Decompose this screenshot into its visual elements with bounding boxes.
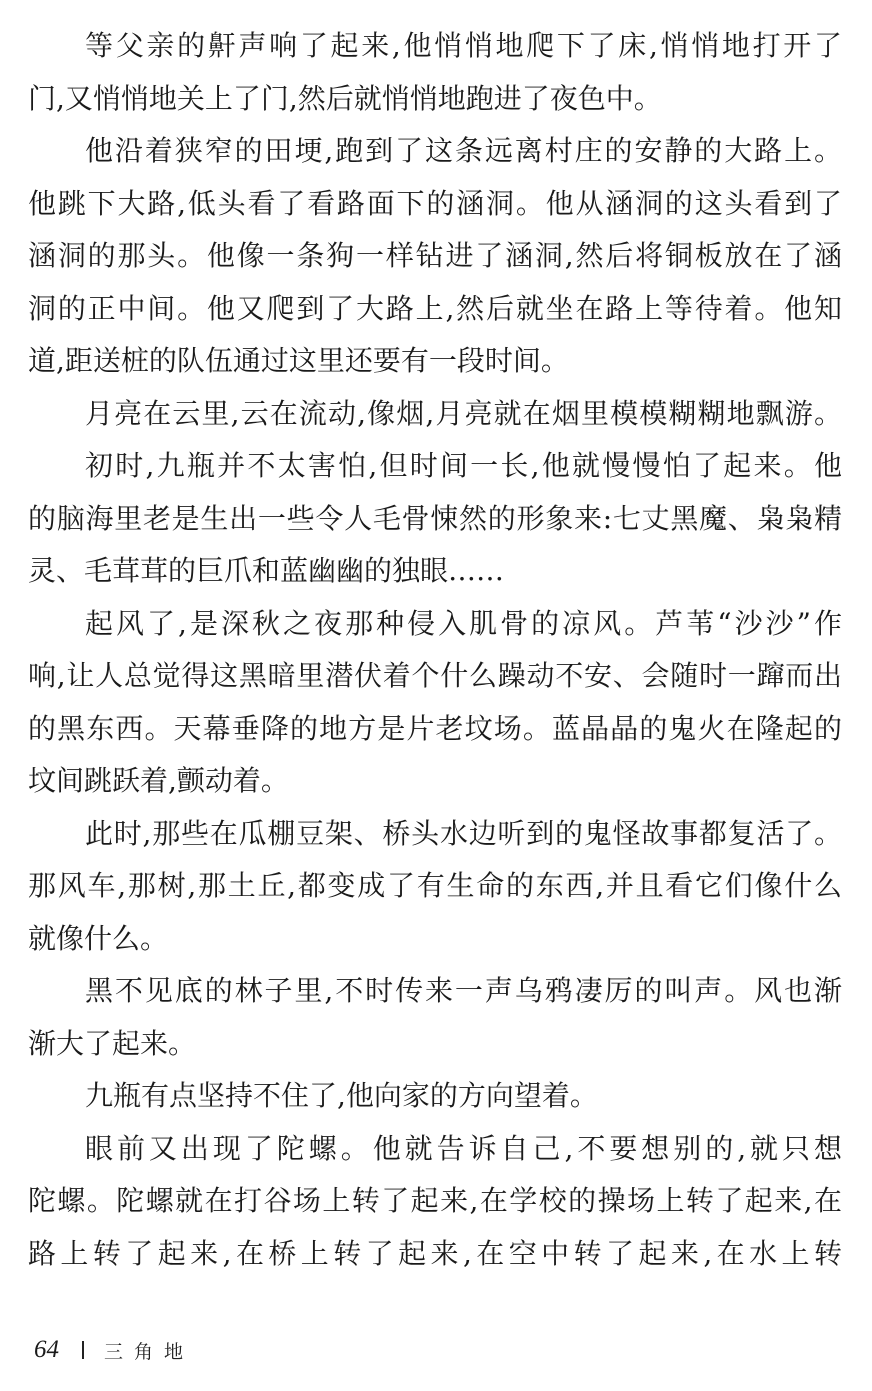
text-line: 洞的正中间。他又爬到了大路上,然后就坐在路上等待着。他知 [28,292,842,325]
footer-divider [82,1341,84,1359]
text-line: 黑不见底的林子里,不时传来一声乌鸦凄厉的叫声。风也渐 [85,974,842,1007]
text-line: 九瓶有点坚持不住了,他向家的方向望着。 [85,1079,598,1112]
text-line: 此时,那些在瓜棚豆架、桥头水边听到的鬼怪故事都复活了。 [85,817,842,850]
text-line: 月亮在云里,云在流动,像烟,月亮就在烟里模模糊糊地飘游。 [85,397,842,430]
text-line: 的黑东西。天幕垂降的地方是片老坟场。蓝晶晶的鬼火在隆起的 [28,712,842,745]
text-line: 渐大了起来。 [28,1027,197,1060]
text-line: 眼前又出现了陀螺。他就告诉自己,不要想别的,就只想 [85,1132,842,1165]
text-line: 涵洞的那头。他像一条狗一样钻进了涵洞,然后将铜板放在了涵 [28,239,842,272]
text-line: 门,又悄悄地关上了门,然后就悄悄地跑进了夜色中。 [28,82,662,115]
text-line: 那风车,那树,那土丘,都变成了有生命的东西,并且看它们像什么 [28,869,842,902]
text-line: 他跳下大路,低头看了看路面下的涵洞。他从涵洞的这头看到了 [28,187,842,220]
page-footer [34,1333,194,1367]
text-line: 陀螺。陀螺就在打谷场上转了起来,在学校的操场上转了起来,在 [28,1184,842,1217]
text-line: 起风了,是深秋之夜那种侵入肌骨的凉风。芦苇“沙沙”作 [85,607,842,640]
page-number: 64 [34,1336,59,1363]
text-line: 路上转了起来,在桥上转了起来,在空中转了起来,在水上转 [28,1237,842,1270]
text-line: 他沿着狭窄的田埂,跑到了这条远离村庄的安静的大路上。 [85,134,842,167]
text-line: 初时,九瓶并不太害怕,但时间一长,他就慢慢怕了起来。他 [85,449,842,482]
text-line: 坟间跳跃着,颤动着。 [28,764,289,797]
text-line: 就像什么。 [28,922,169,955]
running-title: 三角地 [104,1340,195,1363]
text-line: 响,让人总觉得这黑暗里潜伏着个什么躁动不安、会随时一蹿而出 [28,659,842,692]
text-line: 的脑海里老是生出一些令人毛骨悚然的形象来:七丈黑魔、枭枭精 [28,502,842,535]
text-line: 道,距送桩的队伍通过这里还要有一段时间。 [28,344,569,377]
text-line: 灵、毛茸茸的巨爪和蓝幽幽的独眼…… [28,554,505,587]
text-line: 等父亲的鼾声响了起来,他悄悄地爬下了床,悄悄地打开了 [85,29,842,62]
